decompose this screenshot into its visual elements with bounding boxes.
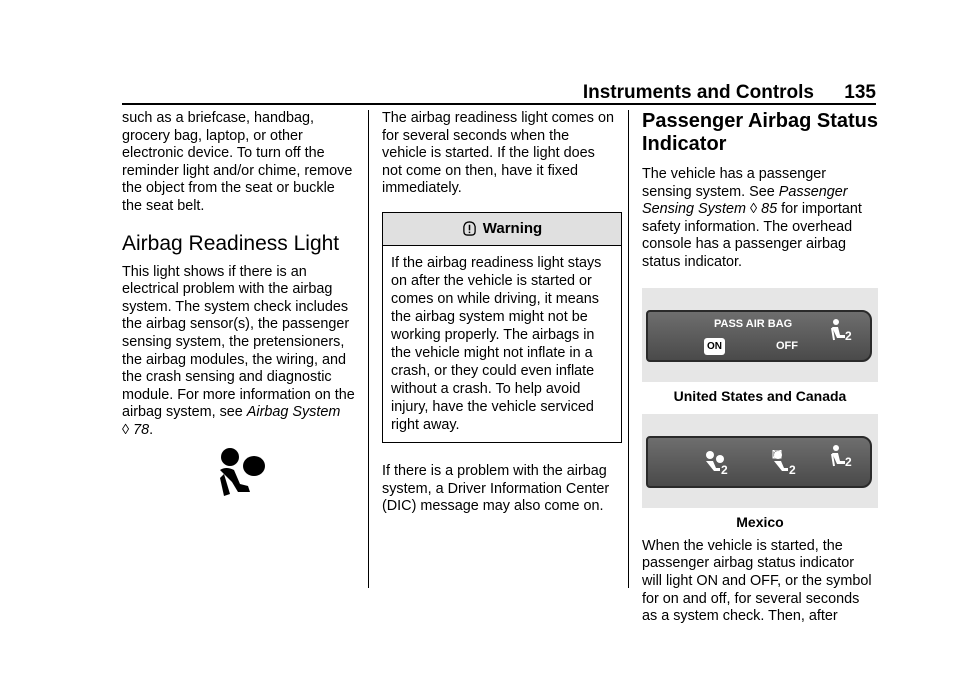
warning-line: If the airbag readiness light stays bbox=[391, 254, 602, 271]
warning-icon bbox=[462, 221, 477, 236]
body-line: sensing system, the pretensioners, bbox=[122, 333, 345, 350]
body-line: (DIC) message may also come on. bbox=[382, 498, 604, 515]
closing-paragraph bbox=[642, 538, 878, 626]
body-line: as a system check. Then, after bbox=[642, 608, 838, 625]
intro-line: the object from the seat or buckle bbox=[122, 180, 335, 197]
column-2 bbox=[382, 110, 622, 516]
body-line: If there is a problem with the airbag bbox=[382, 462, 607, 479]
us-canada-indicator-figure bbox=[642, 288, 878, 382]
body-line: passenger airbag status indicator bbox=[642, 555, 854, 572]
indicator-panel bbox=[646, 310, 872, 362]
intro-line: safety information. The overhead bbox=[642, 218, 853, 235]
warning-line: without a crash. To help avoid bbox=[391, 380, 581, 397]
column-divider-1 bbox=[368, 110, 369, 588]
mexico-indicator-figure bbox=[642, 414, 878, 508]
warning-line: working properly. The airbags in bbox=[391, 326, 595, 343]
warning-title: Warning bbox=[482, 220, 543, 238]
warning-line: crash, or they could even inflate bbox=[391, 362, 595, 379]
intro-line: electronic device. To turn off the bbox=[122, 145, 325, 162]
column-3 bbox=[642, 110, 878, 626]
intro-line: grocery bag, laptop, or other bbox=[122, 127, 303, 144]
warning-line: the vehicle might not inflate in a bbox=[391, 344, 593, 361]
warning-body bbox=[383, 246, 621, 442]
off-label: OFF bbox=[776, 339, 798, 352]
column-divider-2 bbox=[628, 110, 629, 588]
body-line: for on and off, for several seconds bbox=[642, 590, 860, 607]
body-line: system, a Driver Information Center bbox=[382, 480, 610, 497]
body-line: When the vehicle is started, the bbox=[642, 537, 843, 554]
figure-caption-mexico: Mexico bbox=[736, 514, 784, 531]
passenger-airbag-heading: Passenger Airbag Status Indicator bbox=[642, 110, 879, 155]
body-text: airbag system, see bbox=[122, 404, 247, 421]
passenger-sensing-link[interactable]: Passenger bbox=[778, 183, 848, 200]
body-line: module. For more information on the bbox=[122, 386, 355, 403]
page-ref-78[interactable]: 78 bbox=[133, 421, 150, 438]
after-warning-text bbox=[382, 463, 622, 516]
warning-header bbox=[383, 213, 621, 246]
seat-number: 2 bbox=[845, 328, 852, 343]
section-title: Instruments and Controls bbox=[582, 82, 814, 103]
on-label: ON bbox=[704, 338, 725, 356]
intro-line: the seat belt. bbox=[122, 197, 205, 214]
warning-box bbox=[382, 212, 622, 443]
seat-number: 2 bbox=[845, 455, 852, 470]
body-line: the airbag sensor(s), the passenger bbox=[122, 316, 350, 333]
page-ref-arrow: ◊ bbox=[749, 201, 758, 218]
airbag-system-link[interactable]: Airbag System bbox=[246, 404, 341, 421]
body-line: ◊ 78. bbox=[122, 421, 154, 438]
body-line: This light shows if there is an bbox=[122, 263, 307, 280]
intro-line: The airbag readiness light comes on bbox=[382, 110, 614, 126]
intro-line: such as a briefcase, handbag, bbox=[122, 110, 315, 126]
intro-line: for several seconds when the bbox=[382, 127, 570, 144]
warning-line: comes on while driving, it means bbox=[391, 290, 599, 307]
airbag-readiness-heading: Airbag Readiness Light bbox=[122, 231, 340, 255]
intro-line: console has a passenger airbag bbox=[642, 236, 847, 253]
indicator-panel-mexico bbox=[646, 436, 872, 488]
page-ref-85[interactable]: 85 bbox=[761, 201, 778, 218]
body-line bbox=[122, 404, 362, 422]
body-line: will light ON and OFF, or the symbol bbox=[642, 572, 872, 589]
intro-line: Sensing System ◊ 85 for important bbox=[642, 201, 862, 218]
airbag-readiness-icon bbox=[216, 444, 272, 500]
intro-line: The vehicle has a passenger bbox=[642, 166, 826, 182]
body-line: system. The system check includes bbox=[122, 298, 349, 315]
figure-caption-us-canada: United States and Canada bbox=[673, 387, 847, 404]
page-ref-arrow: ◊ bbox=[122, 421, 130, 438]
body-line: electrical problem with the airbag bbox=[122, 281, 333, 298]
intro-line: sensing system. See Passenger bbox=[642, 183, 848, 200]
column-1 bbox=[122, 110, 362, 440]
body-line: the airbag modules, the wiring, and bbox=[122, 351, 346, 368]
intro-paragraph bbox=[642, 166, 878, 272]
warning-line: the airbag system might not be bbox=[391, 308, 588, 325]
warning-line: right away. bbox=[391, 416, 460, 433]
warning-line: injury, have the vehicle serviced bbox=[391, 398, 594, 415]
intro-line: status indicator. bbox=[642, 253, 742, 270]
intro-line: vehicle is started. If the light does bbox=[382, 145, 595, 162]
pass-air-bag-label: PASS AIR BAG bbox=[714, 317, 793, 330]
warning-line: on after the vehicle is started or bbox=[391, 272, 592, 289]
intro-line: immediately. bbox=[382, 180, 462, 197]
passenger-sensing-link-cont[interactable]: Sensing System bbox=[642, 201, 746, 218]
seat-number: 2 bbox=[789, 463, 796, 478]
body-line: the crash sensing and diagnostic bbox=[122, 369, 332, 386]
intro-line: reminder light and/or chime, remove bbox=[122, 162, 353, 179]
intro-line: not come on then, have it fixed bbox=[382, 162, 578, 179]
seat-number: 2 bbox=[721, 463, 728, 478]
page-number: 135 bbox=[844, 82, 876, 103]
header-rule bbox=[122, 103, 876, 105]
